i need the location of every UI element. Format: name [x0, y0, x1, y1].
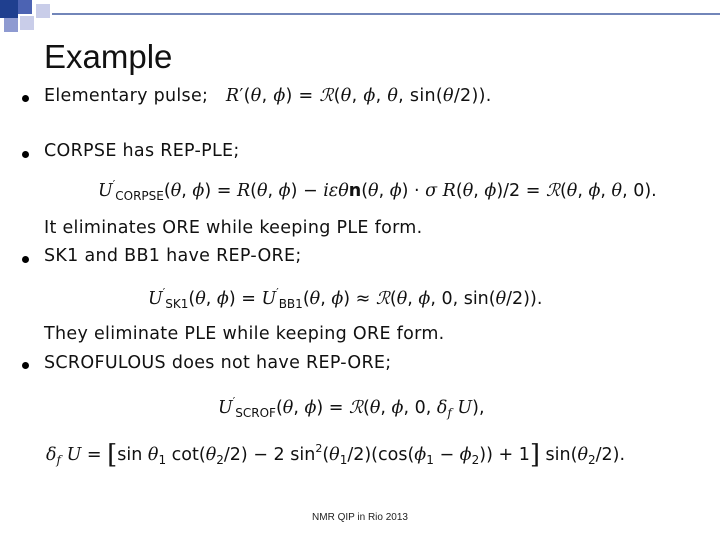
- bullet-corpse: CORPSE has REP-PLE;: [44, 141, 240, 161]
- equation-scrofulous: $U'_{SCROF}(\theta$, ϕ) = ℛ(θ, ϕ, 0, $\delta_f$ U),: [218, 395, 485, 420]
- bullet-marker: [22, 362, 29, 369]
- subscript-scrof: SCROF: [235, 406, 276, 420]
- bullet-label: Elementary pulse;: [44, 86, 209, 106]
- slide-footer: NMR QIP in Rio 2013: [312, 512, 408, 523]
- equation-sk1-bb1: $U'_{SK1}(\theta$, $\phi) = U'_{BB1}(\theta$, ϕ) ≈ ℛ(θ, ϕ, 0, sin(θ/2)).: [148, 286, 543, 311]
- bullet-elementary-pulse: [44, 86, 492, 106]
- equation-delta-f-u: $\delta_f$ U = [sin $\theta_1$ $\cot(\theta_2/2) - 2$ $\sin^2(\theta_1/2)(\cos(\phi_1 - \phi_2)) + 1$] $\sin(\theta_2/2)$.: [46, 440, 626, 470]
- subscript-bb1: BB1: [278, 297, 303, 311]
- bullet-sk1-bb1: SK1 and BB1 have REP-ORE;: [44, 246, 302, 266]
- page-title: Example: [44, 38, 173, 75]
- bullet-marker: [22, 95, 29, 102]
- equation-corpse: $U'_{CORPSE}(\theta$, ϕ) = R(θ, ϕ) − iεθn(θ, ϕ) · σ R(θ, ϕ)/2 = ℛ(θ, ϕ, θ, 0).: [98, 178, 657, 203]
- bullet-marker: [22, 256, 29, 263]
- corner-decoration: [0, 0, 720, 40]
- equation-elementary-pulse: R′(θ, ϕ) = ℛ(θ, ϕ, θ, sin(θ/2)).: [225, 86, 492, 106]
- subscript-sk1: SK1: [165, 297, 189, 311]
- bullet-marker: [22, 151, 29, 158]
- corpse-note: It eliminates ORE while keeping PLE form.: [44, 218, 423, 238]
- subscript-corpse: CORPSE: [115, 189, 164, 203]
- sk1-bb1-note: They eliminate PLE while keeping ORE form.: [44, 324, 445, 344]
- bullet-scrofulous: SCROFULOUS does not have REP-ORE;: [44, 353, 392, 373]
